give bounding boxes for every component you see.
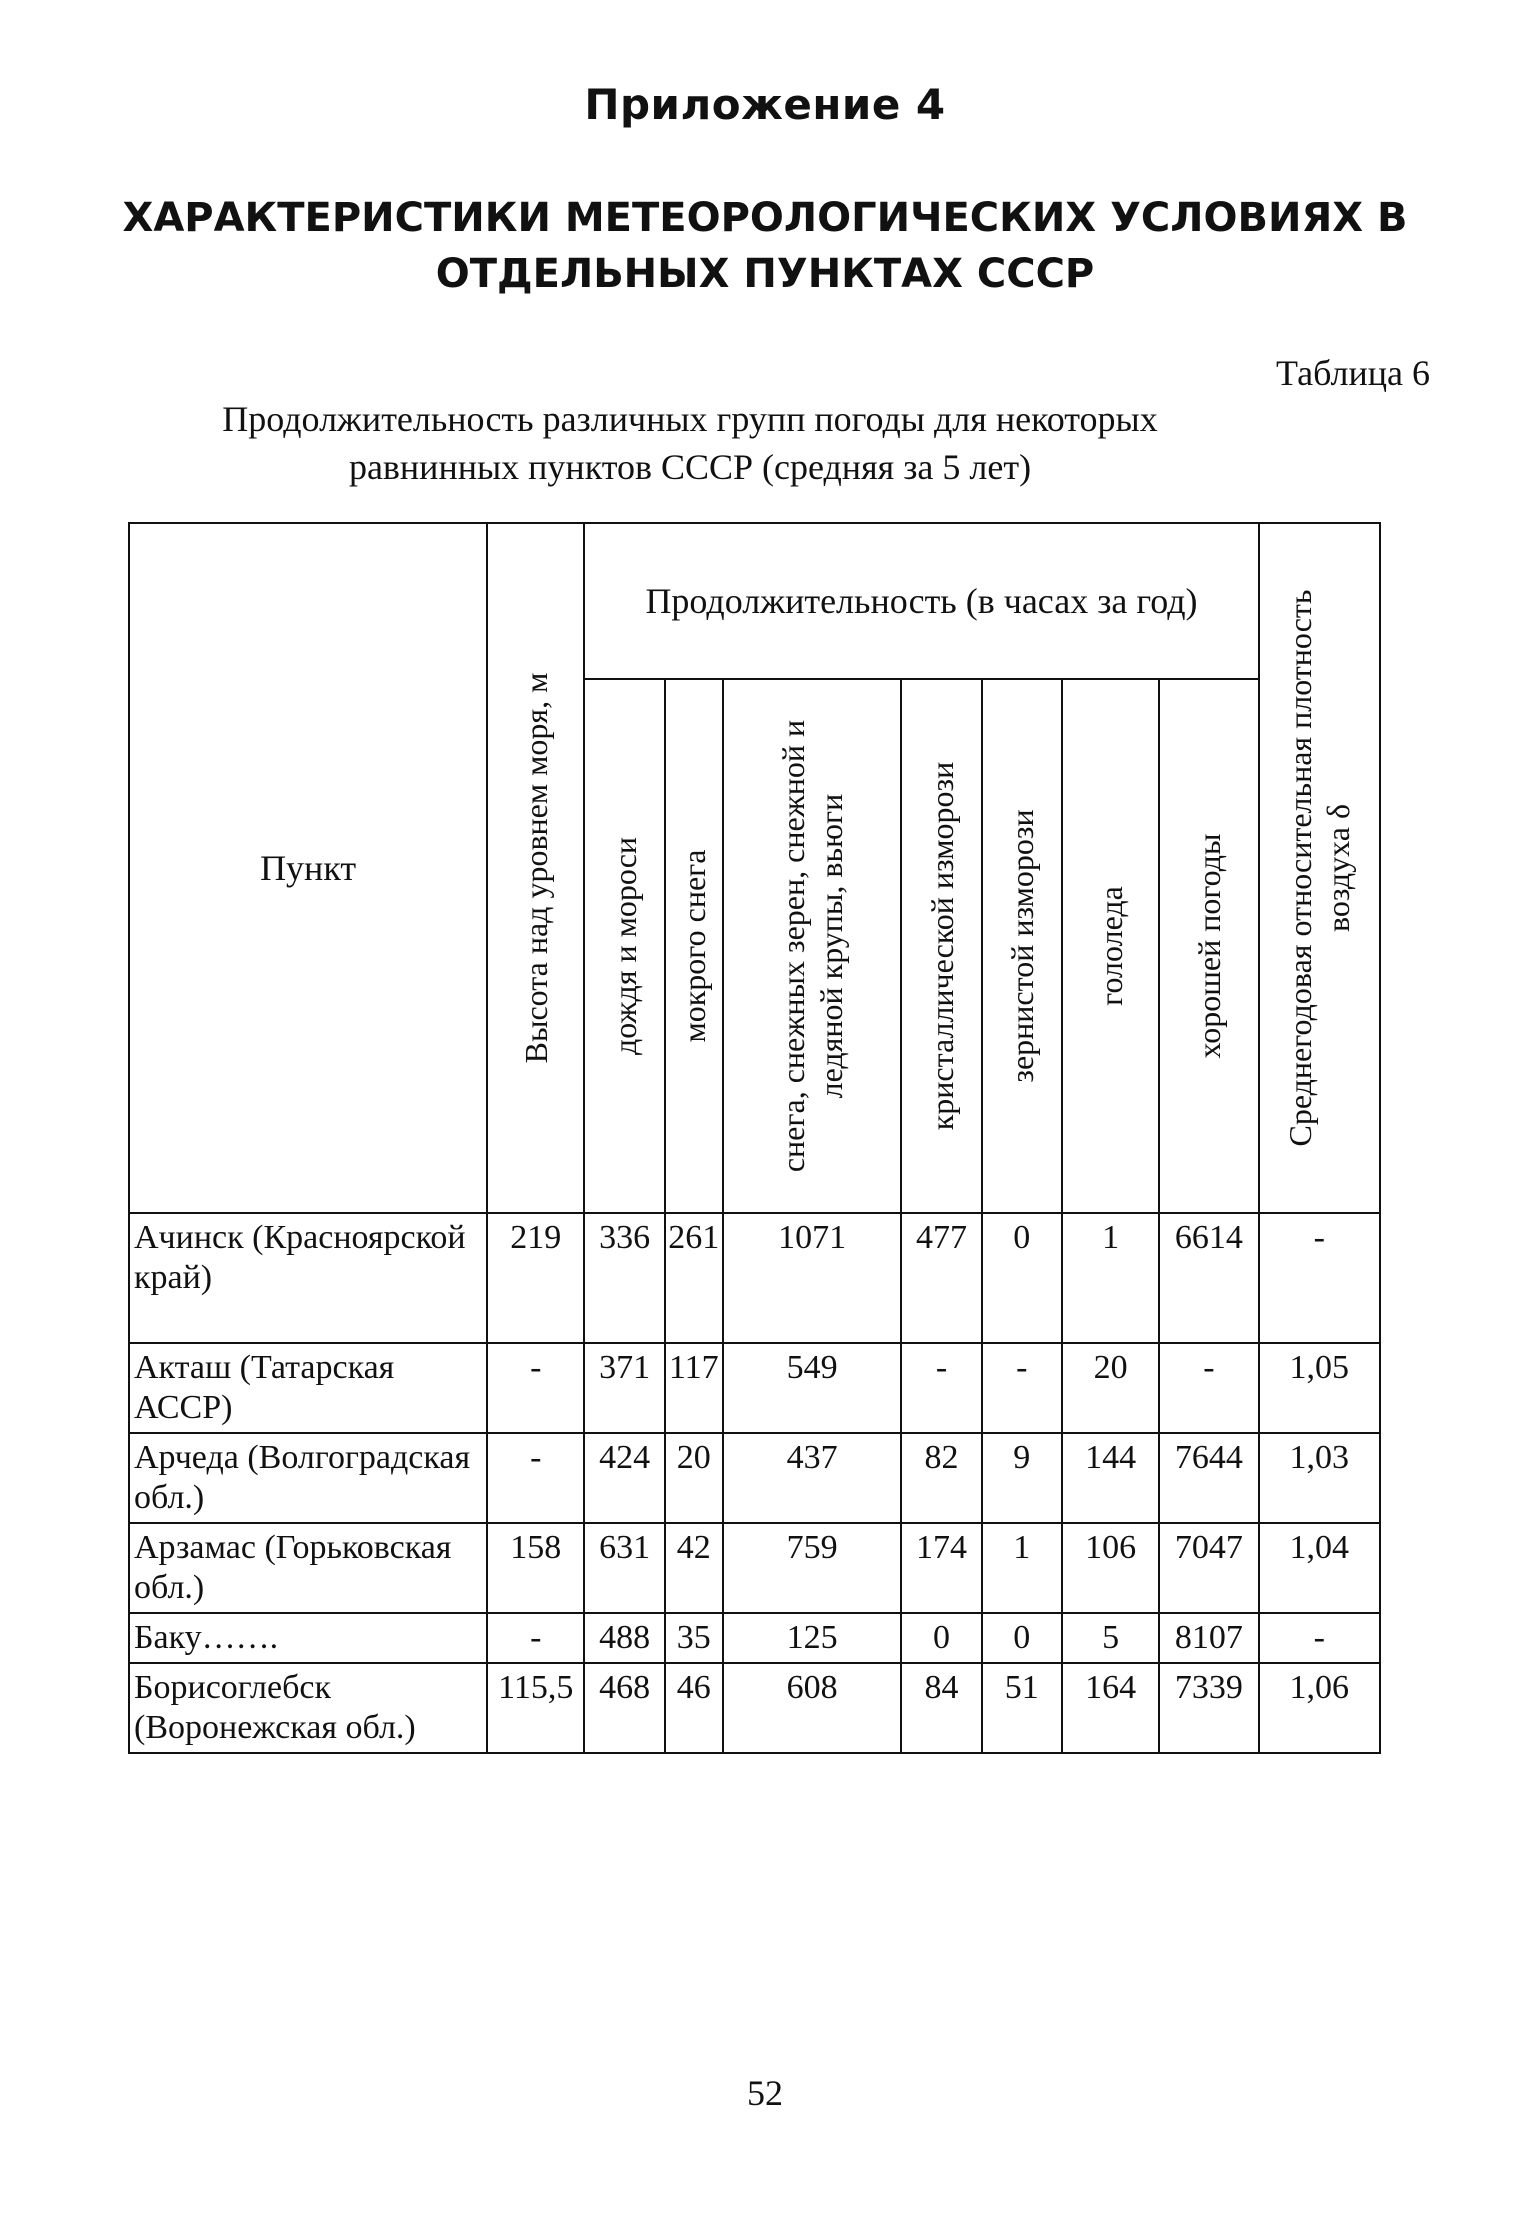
header-duration-group: Продолжительность (в часах за год) [584, 523, 1258, 679]
cell-altitude: - [487, 1433, 584, 1523]
cell-granular-rime: 9 [982, 1433, 1062, 1523]
page-number: 52 [747, 2073, 783, 2113]
cell-density: 1,04 [1259, 1523, 1380, 1613]
cell-wet-snow: 46 [665, 1663, 723, 1753]
cell-good-weather: 7339 [1159, 1663, 1258, 1753]
page-title-line-2: ОТДЕЛЬНЫХ ПУНКТАХ СССР [435, 251, 1095, 297]
cell-crystal-rime: 477 [901, 1213, 981, 1343]
cell-density: 1,05 [1259, 1343, 1380, 1433]
cell-wet-snow: 261 [665, 1213, 723, 1343]
cell-rain: 424 [584, 1433, 664, 1523]
cell-altitude: 158 [487, 1523, 584, 1613]
cell-punkt: Акташ (Татарская АССР) [129, 1343, 487, 1433]
header-glaze [1062, 679, 1159, 1213]
cell-granular-rime: - [982, 1343, 1062, 1433]
header-crystal-rime-text: кристаллической изморози [923, 761, 960, 1131]
cell-good-weather: 7047 [1159, 1523, 1258, 1613]
header-good-weather-text: хорошей погоды [1190, 833, 1227, 1059]
cell-snow: 125 [723, 1613, 902, 1663]
table-row [129, 1433, 1380, 1523]
page-title [0, 190, 1530, 302]
cell-good-weather: 6614 [1159, 1213, 1258, 1343]
header-density [1259, 523, 1380, 1213]
cell-glaze: 5 [1062, 1613, 1159, 1663]
cell-crystal-rime: 0 [901, 1613, 981, 1663]
table-number: Таблица 6 [1276, 353, 1430, 393]
table-caption [200, 395, 1180, 491]
cell-good-weather: 8107 [1159, 1613, 1258, 1663]
cell-crystal-rime: 84 [901, 1663, 981, 1753]
header-granular-rime-text: зернистой изморози [1003, 809, 1040, 1083]
page-title-line-1: ХАРАКТЕРИСТИКИ МЕТЕОРОЛОГИЧЕСКИХ УСЛОВИЯХ В [122, 195, 1408, 241]
cell-glaze: 106 [1062, 1523, 1159, 1613]
cell-granular-rime: 1 [982, 1523, 1062, 1613]
cell-wet-snow: 35 [665, 1613, 723, 1663]
cell-good-weather: 7644 [1159, 1433, 1258, 1523]
appendix-title: Приложение 4 [584, 80, 946, 129]
table-row [129, 1613, 1380, 1663]
cell-snow: 549 [723, 1343, 902, 1433]
header-wet-snow [665, 679, 723, 1213]
cell-density: - [1259, 1613, 1380, 1663]
header-altitude-text: Высота над уровнем моря, м [517, 672, 554, 1064]
header-granular-rime [982, 679, 1062, 1213]
cell-rain: 336 [584, 1213, 664, 1343]
cell-crystal-rime: 174 [901, 1523, 981, 1613]
cell-altitude: - [487, 1343, 584, 1433]
header-wet-snow-text: мокрого снега [675, 849, 712, 1043]
cell-wet-snow: 42 [665, 1523, 723, 1613]
weather-table [128, 522, 1381, 1754]
cell-glaze: 20 [1062, 1343, 1159, 1433]
cell-density: 1,06 [1259, 1663, 1380, 1753]
cell-punkt: Ачинск (Красноярской край) [129, 1213, 487, 1343]
cell-punkt: Арзамас (Горьковская обл.) [129, 1523, 487, 1613]
table-row [129, 1663, 1380, 1753]
header-good-weather [1159, 679, 1258, 1213]
header-crystal-rime [901, 679, 981, 1213]
cell-granular-rime: 0 [982, 1213, 1062, 1343]
table-header-row-1 [129, 523, 1380, 679]
cell-snow: 608 [723, 1663, 902, 1753]
cell-granular-rime: 0 [982, 1613, 1062, 1663]
header-punkt: Пункт [129, 523, 487, 1213]
cell-altitude: 115,5 [487, 1663, 584, 1753]
cell-punkt: Баку……. [129, 1613, 487, 1663]
header-altitude [487, 523, 584, 1213]
header-rain [584, 679, 664, 1213]
cell-rain: 468 [584, 1663, 664, 1753]
header-snow-text: снега, снежных зерен, снежной и ледяной крупы, вьюги [775, 720, 850, 1173]
cell-punkt: Борисоглебск (Воронежская обл.) [129, 1663, 487, 1753]
cell-rain: 631 [584, 1523, 664, 1613]
cell-snow: 759 [723, 1523, 902, 1613]
cell-glaze: 164 [1062, 1663, 1159, 1753]
cell-glaze: 1 [1062, 1213, 1159, 1343]
cell-density: 1,03 [1259, 1433, 1380, 1523]
cell-wet-snow: 20 [665, 1433, 723, 1523]
header-density-text: Среднегодовая относительная плотность воздуха δ [1282, 589, 1357, 1147]
cell-snow: 1071 [723, 1213, 902, 1343]
cell-good-weather: - [1159, 1343, 1258, 1433]
table-row [129, 1523, 1380, 1613]
cell-punkt: Арчеда (Волгоградская обл.) [129, 1433, 487, 1523]
cell-wet-snow: 117 [665, 1343, 723, 1433]
cell-altitude: 219 [487, 1213, 584, 1343]
table-caption-line-2: равнинных пунктов СССР (средняя за 5 лет) [348, 447, 1032, 487]
cell-altitude: - [487, 1613, 584, 1663]
cell-crystal-rime: - [901, 1343, 981, 1433]
header-snow [723, 679, 902, 1213]
header-rain-text: дождя и мороси [606, 837, 643, 1056]
cell-crystal-rime: 82 [901, 1433, 981, 1523]
cell-density: - [1259, 1213, 1380, 1343]
table-row [129, 1343, 1380, 1433]
cell-snow: 437 [723, 1433, 902, 1523]
cell-rain: 371 [584, 1343, 664, 1433]
cell-glaze: 144 [1062, 1433, 1159, 1523]
cell-granular-rime: 51 [982, 1663, 1062, 1753]
table-row [129, 1213, 1380, 1343]
cell-rain: 488 [584, 1613, 664, 1663]
table-caption-line-1: Продолжительность различных групп погоды для некоторых [222, 399, 1158, 439]
header-glaze-text: гололеда [1092, 886, 1129, 1007]
